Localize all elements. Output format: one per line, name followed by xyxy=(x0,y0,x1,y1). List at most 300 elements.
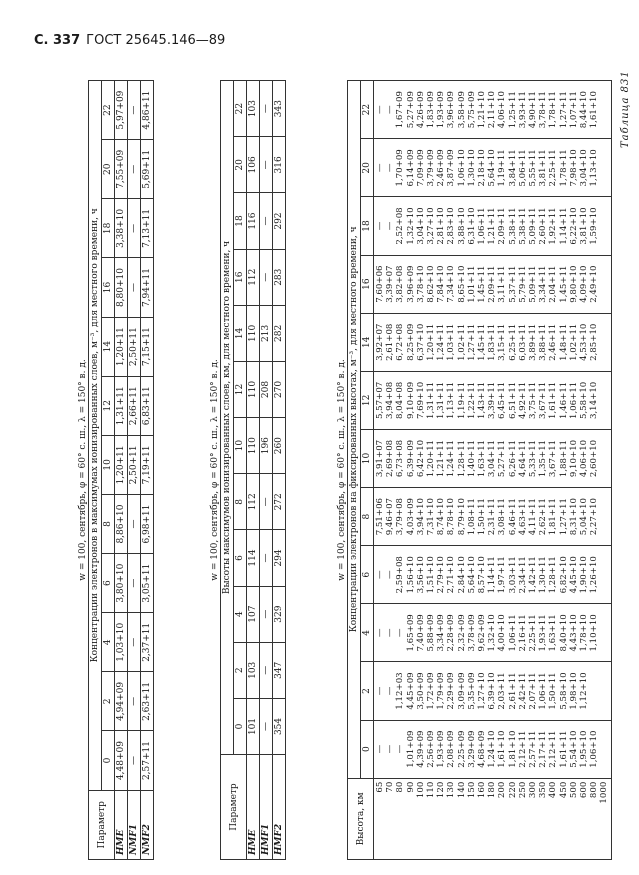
height-value: 90 xyxy=(405,781,416,793)
table-cell: 1,48+11 xyxy=(558,323,569,361)
table-cell: 8,80+10 xyxy=(115,258,128,317)
table-cell: 3,05+11 xyxy=(141,554,154,613)
table-cell: — xyxy=(375,628,385,638)
table-cell: 1,20+11 xyxy=(115,317,128,376)
table-cell: 1,81+10 xyxy=(507,730,518,768)
table-cell: — xyxy=(128,140,141,199)
table-cell: 1,79+09 xyxy=(436,672,447,710)
height-value: 130 xyxy=(446,781,457,799)
hour-header: 0 xyxy=(361,720,374,778)
table-cell: 6,39+09 xyxy=(405,439,416,478)
height-value: 400 xyxy=(548,781,559,799)
table-cell: — xyxy=(260,642,273,698)
table-cell: 1,63+11 xyxy=(548,614,559,652)
table-cell: 7,55+09 xyxy=(115,140,128,199)
table-cell: 3,08+11 xyxy=(497,497,508,536)
hour-header: 12 xyxy=(102,376,115,435)
table-cell: 1,06+11 xyxy=(568,381,579,420)
value-column xyxy=(374,255,612,313)
table-cell: 1,19+11 xyxy=(456,381,467,420)
hour-header: 2 xyxy=(102,672,115,731)
table-cell: 6,25+11 xyxy=(507,323,518,361)
table-cell: — xyxy=(260,474,273,530)
table-cell: 6,39+10 xyxy=(487,672,498,710)
table-cell: 3,29+09 xyxy=(466,730,477,768)
hour-header: 22 xyxy=(102,81,115,140)
table-cell: 4,68+09 xyxy=(477,730,488,768)
table-cell: 196 xyxy=(260,418,273,474)
table-cell: 5,38+11 xyxy=(517,207,528,245)
table-cell: 9,80+10 xyxy=(568,265,579,303)
table-cell: 4,90+11 xyxy=(528,91,539,129)
table-cell: — xyxy=(385,570,396,580)
hour-header: 18 xyxy=(102,199,115,258)
table-cell: 5,27+11 xyxy=(497,439,508,478)
table-cell: 5,64+10 xyxy=(487,149,498,187)
table-cell: 4,11+11 xyxy=(528,497,539,536)
table-cell: 1,13+10 xyxy=(589,149,600,187)
table-cell: 4,03+09 xyxy=(405,497,416,536)
table-cell: 1,81+11 xyxy=(548,497,559,536)
table-cell: 1,20+11 xyxy=(426,323,437,361)
value-column xyxy=(374,197,612,255)
table-cell: 5,38+11 xyxy=(507,207,518,245)
table xyxy=(88,80,154,860)
table-cell: — xyxy=(260,530,273,586)
hour-header: 2 xyxy=(361,662,374,720)
table-cell: 2,42+11 xyxy=(517,672,528,710)
hour-header: 10 xyxy=(361,429,374,487)
table-cell: 3,75+11 xyxy=(528,381,539,420)
table-cell: 5,09+11 xyxy=(528,207,539,245)
height-value: 180 xyxy=(487,781,498,799)
table-cell: 110 xyxy=(247,418,260,474)
table-cell: — xyxy=(260,249,273,305)
table-cell: 3,27+10 xyxy=(426,207,437,245)
table-cell: 5,79+11 xyxy=(517,265,528,303)
table-cell: 1,83+11 xyxy=(487,323,498,361)
table-cell: 7,13+11 xyxy=(141,199,154,258)
hour-header: 0 xyxy=(102,731,115,790)
hour-header: 8 xyxy=(102,494,115,553)
table xyxy=(347,80,612,860)
table-cell: 1,93+11 xyxy=(538,614,549,652)
table-cell: 3,96+09 xyxy=(446,91,457,129)
table-cell: 3,82+08 xyxy=(395,265,406,303)
table-cell: 1,51+10 xyxy=(426,556,437,594)
table-cell: 116 xyxy=(247,193,260,249)
table-cell: 213 xyxy=(260,305,273,361)
value-column xyxy=(374,139,612,197)
table-cell: 8,31+10 xyxy=(568,497,579,536)
table-cell: — xyxy=(375,163,385,173)
value-column xyxy=(374,488,612,546)
table-cell: 4,39+09 xyxy=(415,730,426,768)
table-title: w = 100, сентябрь, φ = 60° с. ш., λ = 150° в. д. xyxy=(337,359,347,581)
table-cell: 4,09+10 xyxy=(579,265,590,303)
table-cell: 8,65+10 xyxy=(456,265,467,303)
param-name: NMF2 xyxy=(141,790,154,859)
table-cell: 1,26+10 xyxy=(589,556,600,594)
table-cell: 5,35+09 xyxy=(466,672,477,710)
table-cell: 316 xyxy=(273,137,286,193)
table-cell: 3,03+11 xyxy=(507,556,518,594)
table-cell: 1,32+10 xyxy=(487,614,498,652)
table-cell: — xyxy=(395,628,406,638)
table-cell: 1,27+11 xyxy=(466,323,477,361)
table-cell: 3,78+10 xyxy=(415,265,426,303)
hour-header: 14 xyxy=(234,305,247,361)
table-cell: 6,46+11 xyxy=(507,497,518,536)
height-value: 220 xyxy=(507,781,518,799)
table-cell: 110 xyxy=(247,361,260,417)
table-cell: 2,46+09 xyxy=(436,149,447,187)
hour-header: 18 xyxy=(234,193,247,249)
hour-header: 20 xyxy=(234,137,247,193)
table-cell: 5,06+11 xyxy=(517,149,528,187)
hour-header: 8 xyxy=(234,474,247,530)
table-cell: 3,94+10 xyxy=(415,497,426,536)
hour-header: 14 xyxy=(102,317,115,376)
height-column xyxy=(374,778,612,859)
height-value: 70 xyxy=(385,781,396,793)
table-cell: 107 xyxy=(247,586,260,642)
table-cell: 8,44+10 xyxy=(579,91,590,129)
table-cell: — xyxy=(260,193,273,249)
table-cell: 5,58+10 xyxy=(579,381,590,420)
table-cell: 1,02+11 xyxy=(568,323,579,361)
table-cell: 1,56+10 xyxy=(405,556,416,594)
table-cell: 1,21+10 xyxy=(477,91,488,129)
table-cell: 1,70+09 xyxy=(395,149,406,187)
table-row xyxy=(348,81,361,860)
table-cell: 3,67+11 xyxy=(548,439,559,478)
height-header: Высота, км xyxy=(348,778,374,859)
table-cell: 1,06+10 xyxy=(456,149,467,187)
table-cell: 3,89+11 xyxy=(528,323,539,361)
table-row xyxy=(260,81,273,860)
table-cell: 6,22+10 xyxy=(568,207,579,245)
table-cell: 3,88+10 xyxy=(456,207,467,245)
table-cell: 208 xyxy=(260,361,273,417)
table-cell: 1,13+11 xyxy=(446,381,457,420)
table-row xyxy=(374,81,612,860)
table-cell: 1,61+10 xyxy=(589,91,600,129)
table-cell: 101 xyxy=(247,698,260,754)
table-cell: 110 xyxy=(247,305,260,361)
table-cell: 6,72+08 xyxy=(395,323,406,361)
table-cell: 4,48+09 xyxy=(115,731,128,790)
height-value: 160 xyxy=(477,781,488,799)
hour-header: 20 xyxy=(102,140,115,199)
table-cell: 3,11+11 xyxy=(497,265,508,303)
table-cell: 1,88+11 xyxy=(558,439,569,478)
page-number: С. 337 xyxy=(34,33,81,48)
hour-header: 4 xyxy=(102,613,115,672)
table-subtitle: Концентрации электронов на фиксированных высотах, м⁻³, для местного времени, ч xyxy=(348,81,361,779)
table-cell: 7,84+10 xyxy=(436,265,447,303)
table-cell: 4,43+10 xyxy=(568,614,579,652)
table-cell: 2,49+10 xyxy=(589,265,600,303)
table-cell: 1,31+11 xyxy=(426,381,437,420)
height-value: 80 xyxy=(395,781,406,793)
value-column xyxy=(374,604,612,662)
table-row xyxy=(234,81,247,860)
table-cell: 3,80+10 xyxy=(115,554,128,613)
height-value: 200 xyxy=(497,781,508,799)
hour-header: 20 xyxy=(361,139,374,197)
table-cell: 3,79+08 xyxy=(395,497,406,536)
table-cell: 1,27+11 xyxy=(558,497,569,536)
table-cell: 8,86+10 xyxy=(115,494,128,553)
table-cell: 1,92+11 xyxy=(548,207,559,245)
table-cell: 7,19+11 xyxy=(141,435,154,494)
param-name: NMF1 xyxy=(128,790,141,859)
table-cell: 329 xyxy=(273,586,286,642)
table-subtitle: Концентрации электронов в максимумах ионизированных слоев, м⁻³, для местного времени, ч xyxy=(89,81,102,791)
table-cell: 347 xyxy=(273,642,286,698)
table-cell: 1,40+11 xyxy=(466,439,477,478)
value-column xyxy=(374,546,612,604)
table-cell: 2,79+10 xyxy=(436,556,447,594)
table-cell: 5,09+11 xyxy=(528,265,539,303)
table-cell: 8,79+10 xyxy=(456,497,467,536)
table-cell: 3,81+11 xyxy=(538,149,549,187)
height-value: 1000 xyxy=(599,781,610,804)
table-cell: 2,56+09 xyxy=(426,730,437,768)
table-cell: 1,03+11 xyxy=(446,323,457,361)
table-cell: 2,61+11 xyxy=(507,672,518,710)
table-row xyxy=(102,81,115,860)
param-name: HME xyxy=(247,755,260,860)
table-cell: 1,97+11 xyxy=(497,556,508,594)
param-header: Параметр xyxy=(221,755,247,860)
table-cell: 1,20+11 xyxy=(115,435,128,494)
height-value: 600 xyxy=(579,781,590,799)
table-cell: 1,46+11 xyxy=(558,381,569,420)
table-cell: 2,27+10 xyxy=(589,497,600,536)
table-cell: 1,27+10 xyxy=(477,672,488,710)
table-cell: 2,66+11 xyxy=(128,376,141,435)
table-cell: 8,74+10 xyxy=(436,497,447,536)
param-name: HMF1 xyxy=(260,755,273,860)
table-cell: 6,51+11 xyxy=(507,381,518,420)
table-cell: 112 xyxy=(247,474,260,530)
table-cell: 103 xyxy=(247,642,260,698)
table-832 xyxy=(210,80,286,860)
table-cell: 1,78+11 xyxy=(558,149,569,187)
table-cell: 2,69+08 xyxy=(385,439,396,478)
table-cell: 2,09+11 xyxy=(497,207,508,245)
table-cell: 5,37+11 xyxy=(507,265,518,303)
table-cell: 1,12+03 xyxy=(395,672,406,710)
table-cell: — xyxy=(375,105,385,114)
table-cell: 2,60+11 xyxy=(538,207,549,245)
table-cell: 1,06+11 xyxy=(477,207,488,245)
page-header xyxy=(34,33,225,48)
table-cell: 5,58+10 xyxy=(558,672,569,710)
table-cell: 2,52+08 xyxy=(395,207,406,245)
table-cell: 1,93+09 xyxy=(436,91,447,129)
table-cell: 2,46+11 xyxy=(548,323,559,361)
table-cell: 2,57+11 xyxy=(528,730,539,768)
table-cell: 1,50+11 xyxy=(477,497,488,536)
table-cell: 7,15+11 xyxy=(141,317,154,376)
table-cell: 6,83+11 xyxy=(141,376,154,435)
hour-header: 16 xyxy=(361,255,374,313)
table-cell: 1,06+11 xyxy=(507,614,518,652)
table-cell: 2,85+10 xyxy=(589,323,600,361)
standard-number: ГОСТ 25645.146—89 xyxy=(86,33,226,48)
table-cell: 2,57+11 xyxy=(141,731,154,790)
table-cell: 6,03+11 xyxy=(517,323,528,361)
table-cell: 1,61+11 xyxy=(548,381,559,420)
table-cell: 4,26+09 xyxy=(415,91,426,129)
table-cell: 1,93+09 xyxy=(436,730,447,768)
table-cell: 3,04+11 xyxy=(487,439,498,478)
height-value: 500 xyxy=(568,781,579,799)
hour-header: 10 xyxy=(234,418,247,474)
table-row xyxy=(221,81,234,860)
table-cell: 2,11+10 xyxy=(487,91,498,129)
table-cell: 8,04+08 xyxy=(395,381,406,420)
table-cell: 8,25+09 xyxy=(405,323,416,361)
table-cell: — xyxy=(375,570,385,580)
table-cell: — xyxy=(260,81,273,137)
hour-header: 6 xyxy=(102,554,115,613)
table-cell: 3,79+09 xyxy=(426,149,437,187)
table-cell: 5,55+11 xyxy=(528,149,539,187)
table-cell: 2,03+11 xyxy=(497,672,508,710)
table-title: w = 100, сентябрь, φ = 60° с. ш., λ = 150° в. д. xyxy=(78,359,88,581)
table-row xyxy=(247,81,260,860)
table-label: Таблица 831 xyxy=(620,70,631,148)
table-cell: 2,84+10 xyxy=(456,556,467,594)
table-cell: 4,00+10 xyxy=(497,614,508,652)
table-cell: 9,62+09 xyxy=(477,614,488,652)
table-cell: — xyxy=(385,221,396,231)
table-cell: 292 xyxy=(273,193,286,249)
table-row xyxy=(141,81,154,860)
table-cell: — xyxy=(260,586,273,642)
height-value: 450 xyxy=(558,781,569,799)
table-row xyxy=(115,81,128,860)
height-value: 150 xyxy=(466,781,477,799)
table-cell: — xyxy=(260,137,273,193)
table-cell: 1,14+11 xyxy=(487,556,498,594)
table-cell: — xyxy=(128,613,141,672)
table-cell: — xyxy=(128,672,141,731)
table-cell: 6,98+11 xyxy=(141,494,154,553)
value-column xyxy=(374,81,612,139)
table-cell: 354 xyxy=(273,698,286,754)
table-cell: 1,24+11 xyxy=(436,323,447,361)
table-cell: 1,02+11 xyxy=(456,323,467,361)
table-cell: 2,09+11 xyxy=(487,265,498,303)
table-cell: 3,67+11 xyxy=(538,381,549,420)
height-value: 250 xyxy=(517,781,528,799)
table-cell: — xyxy=(385,686,396,696)
table-cell: 1,67+09 xyxy=(395,91,406,129)
table-cell: 9,10+09 xyxy=(405,381,416,420)
height-value: 300 xyxy=(528,781,539,799)
table-cell: 1,07+11 xyxy=(568,91,579,129)
table-cell: 3,93+11 xyxy=(517,91,528,129)
table-cell: 3,15+11 xyxy=(497,323,508,361)
hour-header: 12 xyxy=(234,361,247,417)
table-cell: 3,84+11 xyxy=(507,149,518,187)
hour-header: 22 xyxy=(361,81,374,139)
table-cell: 2,25+09 xyxy=(456,730,467,768)
table-cell: 2,37+11 xyxy=(141,613,154,672)
table-cell: 1,42+11 xyxy=(528,556,539,594)
table-cell: 2,04+11 xyxy=(548,265,559,303)
table-cell: 4,45+09 xyxy=(405,672,416,710)
table-cell: 2,32+09 xyxy=(456,614,467,652)
table-cell: — xyxy=(128,494,141,553)
table-cell: 7,94+11 xyxy=(141,258,154,317)
table-cell: 9,46+07 xyxy=(385,497,396,536)
table-cell: 1,06+10 xyxy=(589,730,600,768)
table-cell: 7,40+09 xyxy=(415,614,426,652)
table-cell: 5,33+11 xyxy=(528,439,539,478)
table-cell: 1,27+11 xyxy=(558,91,569,129)
table-cell: 2,34+11 xyxy=(517,556,528,594)
table-row xyxy=(361,81,374,860)
table-cell: 1,78+11 xyxy=(548,91,559,129)
table-cell: 1,03+10 xyxy=(115,613,128,672)
table-cell: 2,31+11 xyxy=(487,497,498,536)
table-cell: 106 xyxy=(247,137,260,193)
table-cell: 6,73+08 xyxy=(395,439,406,478)
table-cell: 1,65+09 xyxy=(405,614,416,652)
table-cell: 5,88+09 xyxy=(426,614,437,652)
table-cell: 3,04+10 xyxy=(579,149,590,187)
table-cell: — xyxy=(260,698,273,754)
table-cell: — xyxy=(128,199,141,258)
table-cell: 3,39+07 xyxy=(385,265,396,303)
table-cell: 1,78+10 xyxy=(579,614,590,652)
table-cell: 282 xyxy=(273,305,286,361)
table-cell: 1,31+11 xyxy=(436,381,447,420)
table-cell: 1,59+10 xyxy=(589,207,600,245)
param-name: HME xyxy=(115,790,128,859)
table-cell: — xyxy=(128,258,141,317)
hour-header: 14 xyxy=(361,313,374,371)
hour-header: 16 xyxy=(234,249,247,305)
table-cell: 2,63+11 xyxy=(141,672,154,731)
table-cell: 1,28+11 xyxy=(456,439,467,478)
table-cell: 2,28+09 xyxy=(446,614,457,652)
table-cell: 1,14+11 xyxy=(558,207,569,245)
table-cell: — xyxy=(395,744,406,754)
table-cell: 3,34+11 xyxy=(538,265,549,303)
table-cell: 2,07+11 xyxy=(528,672,539,710)
hour-header: 4 xyxy=(361,604,374,662)
table-cell: 270 xyxy=(273,361,286,417)
table-cell: 1,43+11 xyxy=(477,381,488,420)
table-cell: 1,32+10 xyxy=(405,207,416,245)
table-cell: 6,82+10 xyxy=(558,556,569,594)
table-cell: 2,16+11 xyxy=(517,614,528,652)
table-cell: — xyxy=(385,163,396,173)
table-cell: 5,75+09 xyxy=(466,91,477,129)
table-cell: 1,19+11 xyxy=(497,149,508,187)
height-value: 140 xyxy=(456,781,467,799)
table-cell: 3,04+10 xyxy=(415,207,426,245)
table-cell: — xyxy=(385,105,396,114)
value-column xyxy=(374,313,612,371)
